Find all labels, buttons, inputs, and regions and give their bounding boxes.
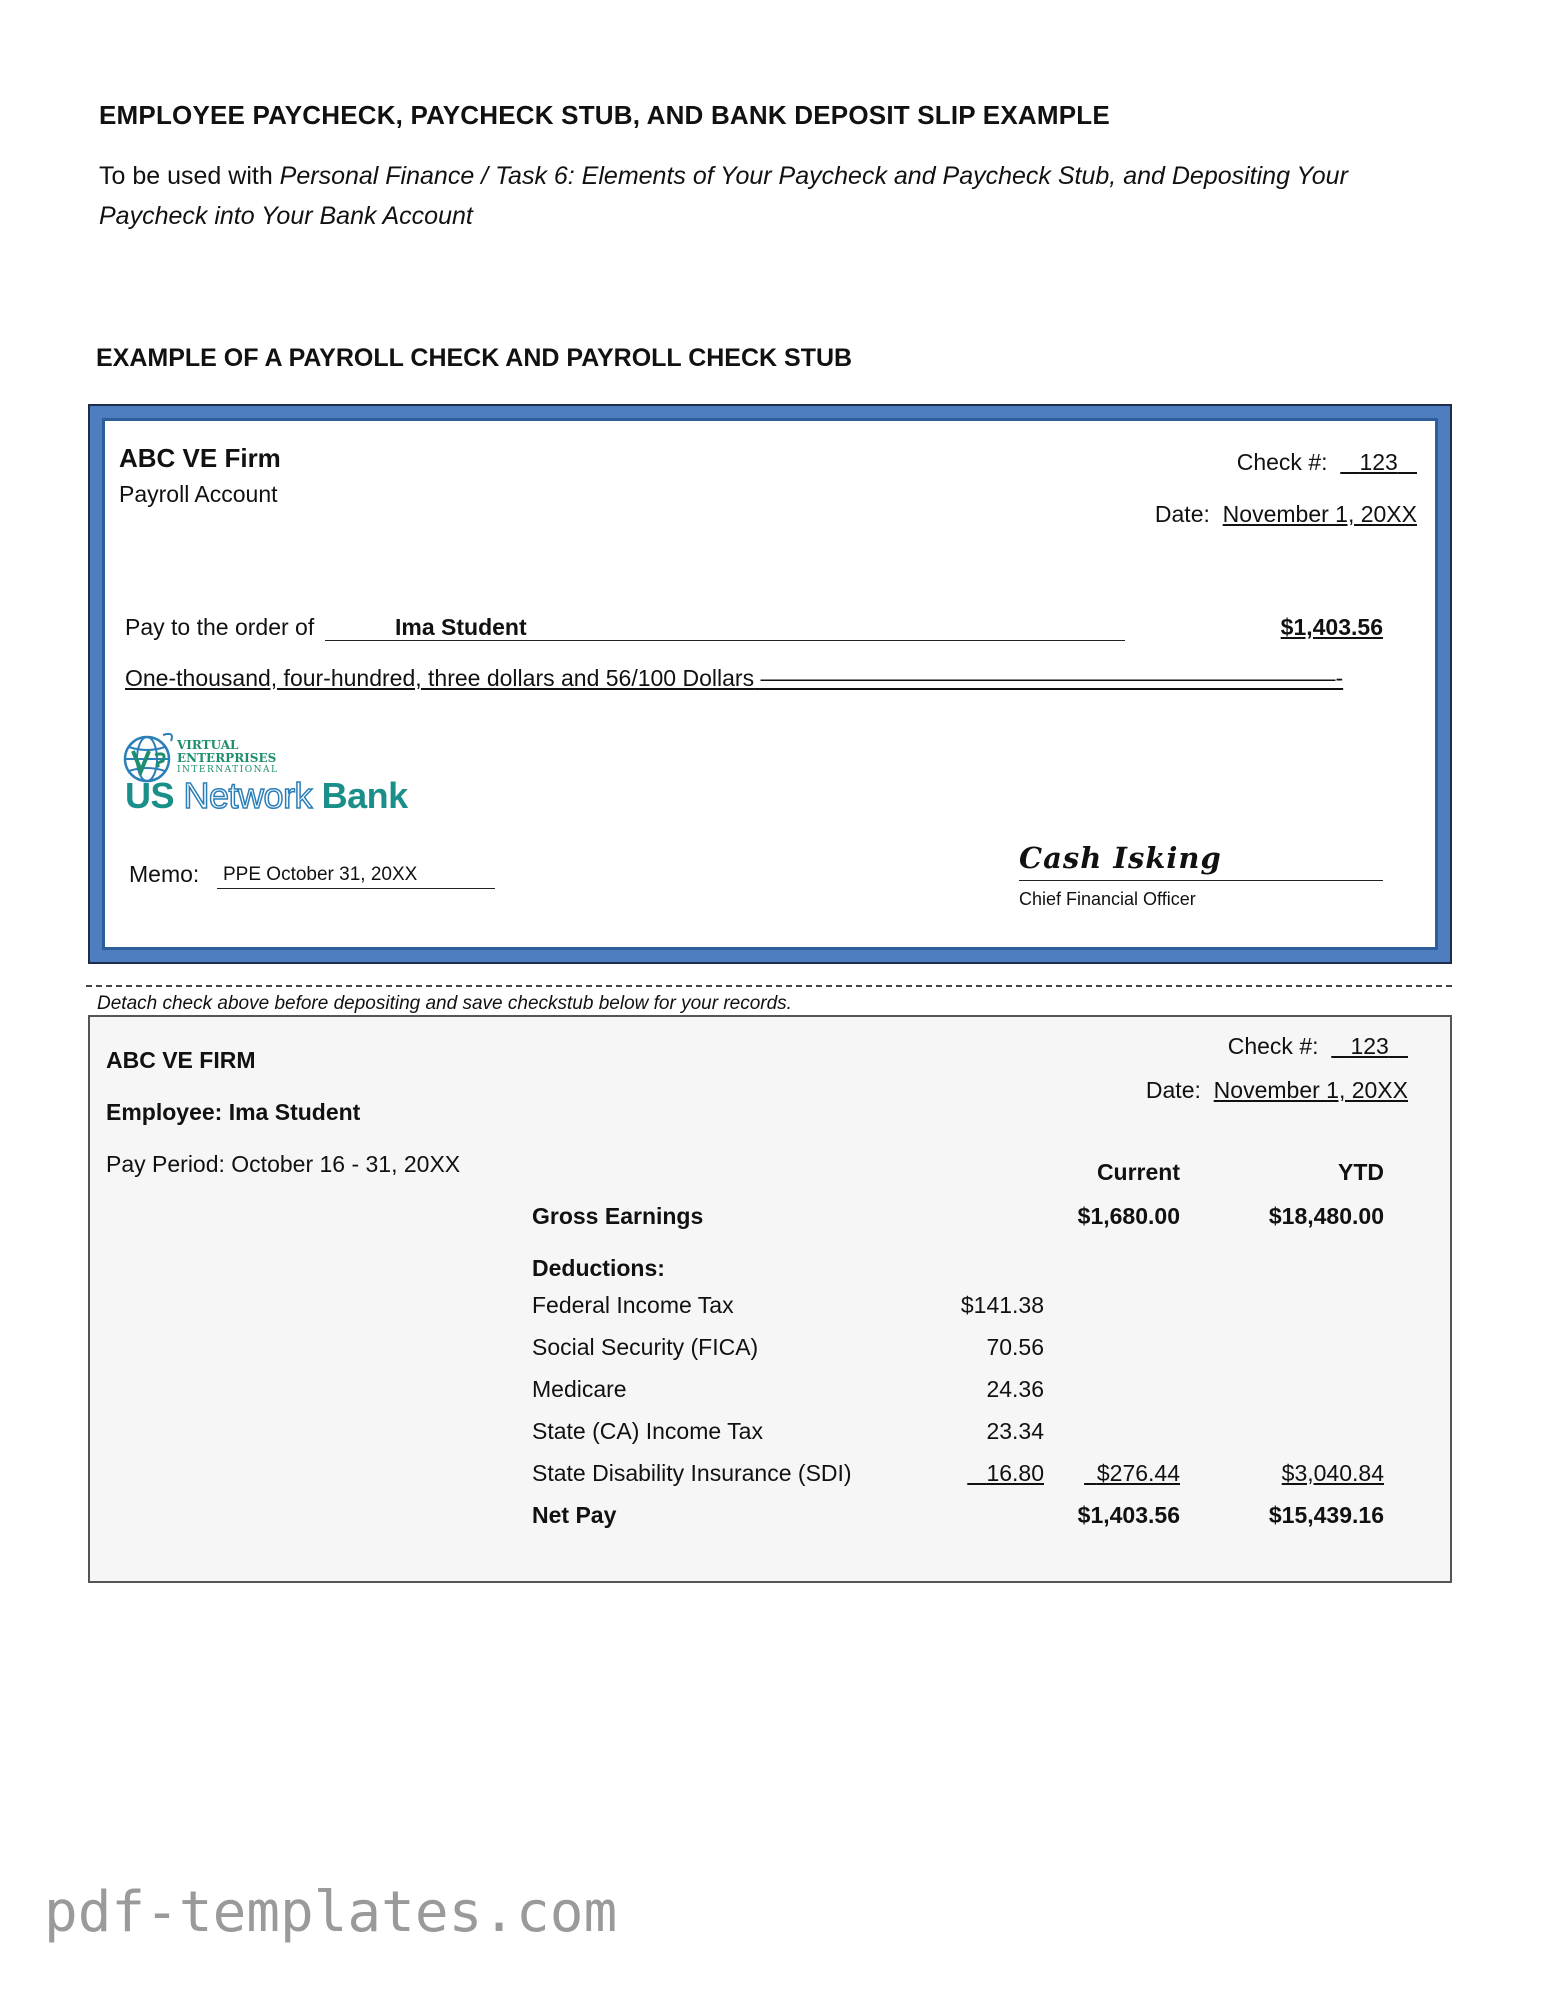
document-title: EMPLOYEE PAYCHECK, PAYCHECK STUB, AND BANK DEPOSIT SLIP EXAMPLE [99, 100, 1110, 130]
bank-logo [119, 729, 429, 819]
check-date-field [1155, 501, 1417, 528]
net-pay-label: Net Pay [532, 1502, 617, 1528]
gross-earnings-ytd: $18,480.00 [1268, 1203, 1384, 1229]
deduction-label: State (CA) Income Tax [532, 1418, 763, 1444]
stub-check-number: 123 [1350, 1033, 1389, 1059]
intro-task-line-2: Paycheck into Your Bank Account [99, 202, 473, 230]
watermark: pdf-templates.com [44, 1880, 618, 1945]
deduction-amount: $141.38 [960, 1292, 1044, 1318]
deduction-amount-underlined [967, 1460, 1044, 1486]
gross-earnings-label: Gross Earnings [532, 1203, 704, 1229]
check-date-value: November 1, 20XX [1222, 501, 1417, 527]
intro-task-line-1: Personal Finance / Task 6: Elements of Your Paycheck and Paycheck Stub, and Depositing Your [279, 162, 1348, 190]
stub-firm-name: ABC VE FIRM [106, 1047, 256, 1073]
deduction-amount: 24.36 [986, 1376, 1044, 1402]
deduction-amount: 23.34 [986, 1418, 1044, 1444]
check-amount [1281, 614, 1383, 641]
amount-words-text: One-thousand, four-hundred, three dollars and 56/100 Dollars [125, 665, 755, 691]
check-body [102, 418, 1438, 950]
deduction-label: Federal Income Tax [532, 1292, 734, 1318]
check-date-label: Date: [1154, 501, 1210, 527]
pay-to-label: Pay to the order of [125, 614, 315, 640]
net-pay-current: $1,403.56 [1077, 1502, 1180, 1528]
bank-logo-text-1: VIRTUAL [177, 738, 239, 752]
check-number: 123 [1359, 449, 1398, 475]
bank-logo-text-2: ENTERPRISES [177, 751, 277, 765]
stub-date-value: November 1, 20XX [1213, 1077, 1408, 1103]
stub-date-label: Date: [1145, 1077, 1201, 1103]
column-header-current: Current [1096, 1159, 1180, 1185]
stub-date-field [1146, 1077, 1408, 1104]
deductions-total-ytd-value: $3,040.84 [1281, 1460, 1384, 1486]
net-pay-ytd: $15,439.16 [1268, 1502, 1384, 1528]
deduction-label: Medicare [532, 1376, 627, 1402]
deduction-amount: 70.56 [986, 1334, 1044, 1360]
deductions-total-current [1084, 1460, 1180, 1487]
deductions-total-ytd [1282, 1460, 1384, 1487]
check-number-label: Check #: [1236, 449, 1328, 475]
detach-instructions: Detach check above before depositing and save checkstub below for your records. [97, 993, 792, 1014]
memo-line [217, 888, 495, 889]
signature: Cash Isking [1019, 841, 1222, 875]
deductions-total-current-value: $276.44 [1096, 1460, 1180, 1486]
stub-check-number-field [1228, 1033, 1408, 1060]
deduction-label: State Disability Insurance (SDI) [532, 1460, 852, 1486]
check-account-name: Payroll Account [119, 481, 278, 507]
check-stub [88, 1015, 1452, 1583]
bank-name-bank: Bank [321, 775, 408, 816]
stub-check-number-label: Check #: [1227, 1033, 1319, 1059]
memo-value: PPE October 31, 20XX [223, 864, 418, 885]
deduction-amount-value: 16.80 [986, 1460, 1044, 1486]
deductions-label: Deductions: [532, 1255, 665, 1281]
check-firm-name: ABC VE Firm [119, 443, 281, 473]
column-header-ytd: YTD [1338, 1159, 1384, 1185]
deduction-amount-last [967, 1460, 1044, 1487]
check-number-field [1237, 449, 1417, 476]
payroll-check [88, 404, 1452, 964]
deduction-label: Social Security (FICA) [532, 1334, 759, 1360]
bank-name-us: US [125, 775, 175, 816]
intro-text [99, 156, 1379, 236]
stub-employee: Employee: Ima Student [106, 1099, 361, 1125]
deductions-total-current-underlined [1084, 1460, 1180, 1486]
bank-name [125, 775, 408, 817]
signer-title: Chief Financial Officer [1019, 889, 1196, 909]
signature-line [1019, 880, 1383, 881]
check-amount-value: $1,403.56 [1280, 614, 1383, 640]
intro-prefix: To be used with [99, 162, 280, 190]
check-number-value [1340, 449, 1417, 475]
gross-earnings-current: $1,680.00 [1077, 1203, 1180, 1229]
payee-name: Ima Student [395, 614, 527, 640]
detach-line [86, 985, 1452, 987]
section-title: EXAMPLE OF A PAYROLL CHECK AND PAYROLL CHECK STUB [96, 344, 853, 372]
amount-in-words [125, 665, 1343, 692]
bank-name-network: Network [183, 775, 313, 816]
stub-check-number-value [1331, 1033, 1408, 1059]
amount-words-fill: —————————————————————————- [760, 665, 1344, 691]
bank-logo-text-3: INTERNATIONAL [177, 765, 279, 775]
stub-pay-period: Pay Period: October 16 - 31, 20XX [106, 1151, 461, 1177]
memo-label: Memo: [129, 861, 200, 887]
